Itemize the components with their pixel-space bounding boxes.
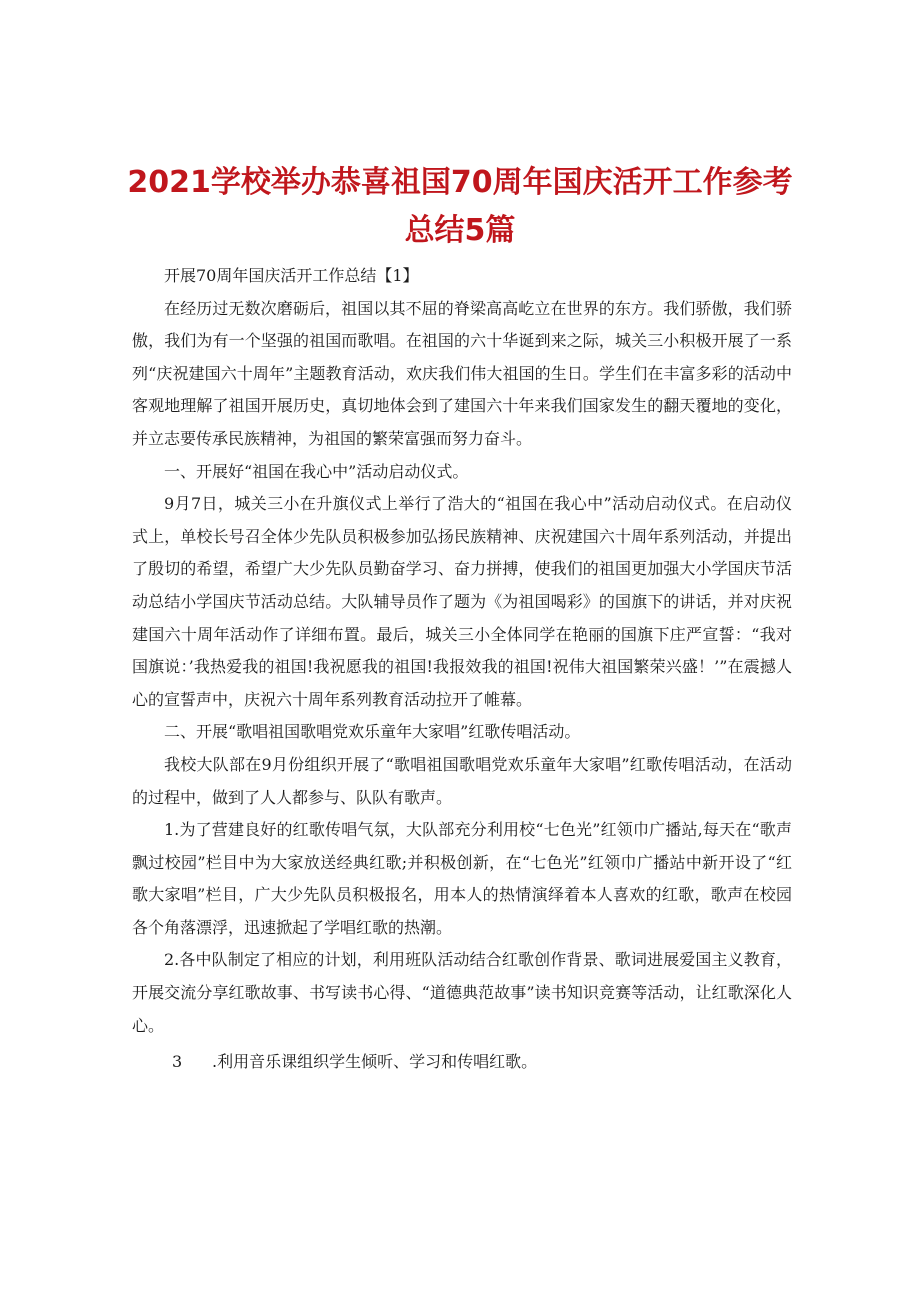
document-body [132, 260, 792, 1079]
intro-paragraph: 在经历过无数次磨砺后，祖国以其不屈的脊梁高高屹立在世界的东方。我们骄傲，我们骄傲，我们为有一个坚强的祖国而歌唱。在祖国的六十华诞到来之际，城关三小积极开展了一系列“庆祝建国六十周年”主题教育活动，欢庆我们伟大祖国的生日。学生们在丰富多彩的活动中客观地理解了祖国开展历史，真切地体会到了建国六十年来我们国家发生的翻天覆地的变化，并立志要传承民族精神，为祖国的繁荣富强而努力奋斗。 [132, 298, 792, 448]
paragraph-ceremony: 9月7日，城关三小在升旗仪式上举行了浩大的“祖国在我心中”活动启动仪式。在启动仪式上，单校长号召全体少先队员积极参加弘扬民族精神、庆祝建国六十周年系列活动，并提出了殷切的希望，希望广大少先队员勤奋学习、奋力拼搏，使我们的祖国更加强大小学国庆节活动总结小学国庆节活动总结。大队辅导员作了题为《为祖国喝彩》的国旗下的讲话，并对庆祝建国六十周年活动作了详细布置。最后，城关三小全体同学在艳丽的国旗下庄严宣誓：“我对国旗说：’我热爱我的祖国!我祝愿我的祖国!我报效我的祖国!祝伟大祖国繁荣兴盛！’”在震撼人心的宣誓声中，庆祝六十周年系列教育活动拉开了帷幕。 [132, 494, 792, 709]
subheading-two: 二、开展“歌唱祖国歌唱党欢乐童年大家唱”红歌传唱活动。 [164, 722, 581, 742]
list-item-2: 2.各中队制定了相应的计划，利用班队活动结合红歌创作背景、歌词进展爱国主义教育，开展交流分享红歌故事、书写读书心得、“道德典范故事”读书知识竞赛等活动，让红歌深化人心。 [132, 950, 792, 1035]
list-item-1: 1.为了营建良好的红歌传唱气氛，大队部充分利用校“七色光”红领巾广播站,每天在“歌声飘过校园”栏目中为大家放送经典红歌;并积极创新，在“七色光”红领巾广播站中新开设了“红歌大家唱”栏目，广大少先队员积极报名，用本人的热情演绎着本人喜欢的红歌，歌声在校园各个角落漂浮，迅速掀起了学唱红歌的热潮。 [132, 820, 792, 937]
list-item-3-number: 3 [172, 1052, 183, 1072]
subheading-one: 一、开展好“祖国在我心中”活动启动仪式。 [164, 461, 469, 481]
paragraph-red-songs: 我校大队部在9月份组织开展了“歌唱祖国歌唱党欢乐童年大家唱”红歌传唱活动，在活动的过程中，做到了人人都参与、队队有歌声。 [132, 754, 792, 807]
document-title-line-2: 总结5篇 [404, 213, 516, 248]
list-item-3-text: .利用音乐课组织学生倾听、学习和传唱红歌。 [212, 1052, 538, 1072]
section-heading: 开展70周年国庆活开工作总结【1】 [164, 266, 419, 285]
list-item-3 [132, 1046, 792, 1079]
document-title-line-1: 2021学校举办恭喜祖国70周年国庆活开工作参考 [127, 165, 793, 200]
